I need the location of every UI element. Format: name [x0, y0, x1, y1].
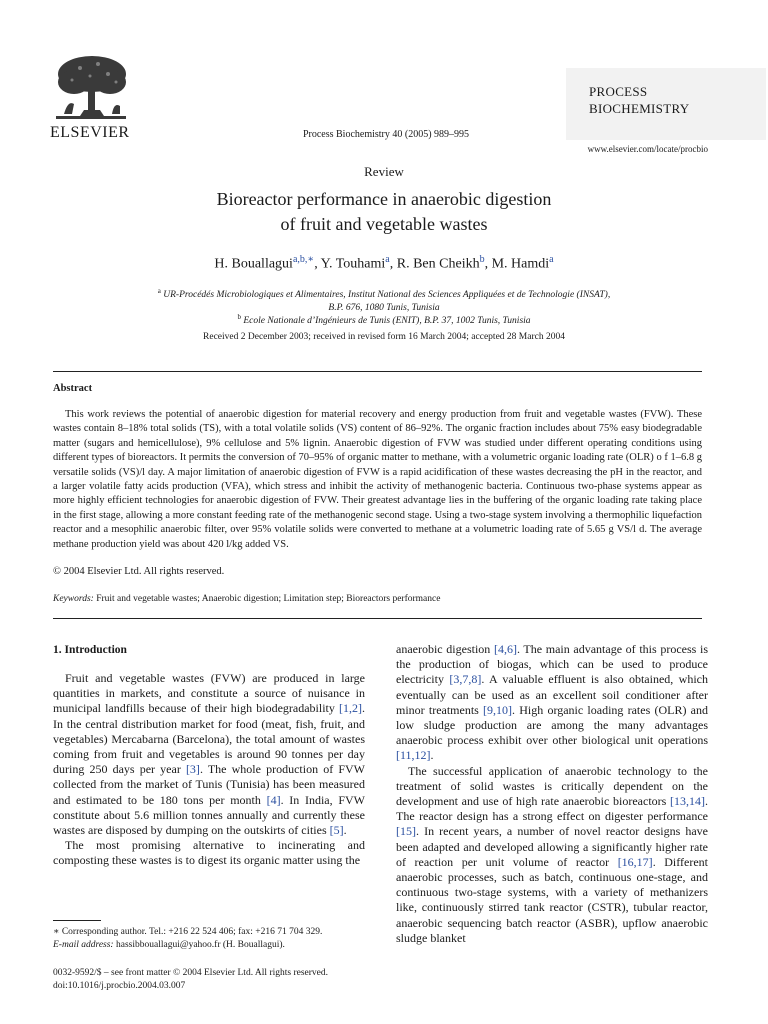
abstract-copyright: © 2004 Elsevier Ltd. All rights reserved.: [53, 566, 225, 577]
keywords-label: Keywords:: [53, 594, 94, 604]
journal-citation: Process Biochemistry 40 (2005) 989–995: [302, 129, 470, 140]
citation-link[interactable]: [4,6]: [493, 642, 517, 656]
left-column-text: [53, 671, 365, 869]
citation-link[interactable]: [4]: [266, 792, 281, 807]
body-paragraph: [396, 764, 708, 946]
body-text: . In the central distribution market for food (meat, fish, fruit, and vegetables) Mercabarna (Barcelona), the total amount of wastes coming from fruit and vegetables is around 90 tonnes per day during 250 days per year: [53, 701, 365, 777]
body-text: . The main advantage of this process is the production of biogas, which can be used to produce electricity: [396, 642, 708, 687]
body-text: . In India, FVW constitute about 5.6 million tonnes annually and currently these wastes are disposed by dumping on the outskirts of cities: [53, 792, 365, 838]
citation-link[interactable]: [5]: [329, 823, 344, 838]
article-type: Review: [364, 164, 404, 179]
keywords: [53, 594, 702, 604]
citation-link[interactable]: [15]: [396, 824, 416, 839]
journal-name: [589, 83, 689, 117]
footnote-divider: [53, 920, 101, 921]
affiliation-mark: b: [237, 313, 241, 321]
article-title-line2: of fruit and vegetable wastes: [280, 214, 488, 234]
section-heading-introduction: 1. Introduction: [53, 644, 127, 656]
citation-link[interactable]: [3,7,8]: [449, 672, 482, 687]
citation-link[interactable]: [9,10]: [483, 702, 513, 717]
journal-name-line1: PROCESS: [589, 84, 648, 99]
issn-line: 0032-9592/$ – see front matter © 2004 Elsevier Ltd. All rights reserved.: [53, 968, 329, 978]
article-title: [0, 187, 768, 237]
body-text: . High organic loading rates (OLR) and low sludge production are among the many advantages anaerobic process exhibit over other biological unit operations: [396, 702, 708, 748]
body-text: The successful application of anaerobic technology to the treatment of solid wastes is critically dependent on the development and use of high rate anaerobic bioreactors: [396, 763, 708, 809]
body-text: .: [343, 823, 347, 838]
affiliation-b: [0, 311, 768, 328]
author-name[interactable]: Y. Touhami: [320, 256, 386, 272]
author-name[interactable]: H. Bouallagui: [214, 256, 293, 272]
elsevier-tree-logo: [50, 52, 132, 126]
body-text: . In recent years, a number of novel reactor designs have been adapted and developed allowing a significantly higher rate of reaction per unit volume of reactor: [396, 824, 708, 869]
abstract-heading: Abstract: [53, 383, 93, 394]
affiliation-a-line2: B.P. 676, 1080 Tunis, Tunisia: [328, 303, 440, 314]
right-column-text: [396, 642, 708, 946]
keywords-list: Fruit and vegetable wastes; Anaerobic digestion; Limitation step; Bioreactors performance: [96, 594, 441, 604]
citation-link[interactable]: [13,14]: [670, 794, 705, 809]
body-paragraph: [53, 838, 365, 868]
body-text: anaerobic digestion: [396, 642, 494, 656]
citation-link[interactable]: [16,17]: [617, 854, 653, 869]
corresponding-author-text: Corresponding author. Tel.: +216 22 524 406; fax: +216 71 704 329.: [59, 927, 323, 937]
body-text: . Different anaerobic processes, such as batch, continuous one-stage, and continuous two-stage systems, with a variety of methanizers like, continuously stirred tank reactor (CSTR), tubular reactor, anaerobic sequencing batch reactor (ASBR), upflow anaerobic sludge blanket: [396, 854, 708, 945]
corresponding-author-footnote: [53, 926, 373, 952]
journal-name-line2: BIOCHEMISTRY: [589, 101, 690, 116]
publisher-name: ELSEVIER: [50, 124, 130, 141]
body-text: . The reactor design has a strong effect on digester performance: [396, 794, 708, 824]
body-paragraph: [53, 671, 365, 838]
journal-url-link[interactable]: www.elsevier.com/locate/procbio: [587, 144, 708, 154]
citation-link[interactable]: [1,2]: [339, 701, 362, 716]
author-name[interactable]: R. Ben Cheikh: [396, 256, 480, 272]
citation-link[interactable]: [11,12]: [396, 748, 431, 763]
body-text: . The whole production of FVW collected from the market of Tunis (Tunisia) has been measured and estimated to be 180 tons per month: [53, 762, 365, 807]
body-text: The most promising alternative to incinerating and composting these wastes is to digest its organic matter using the: [53, 838, 365, 868]
body-text: . A valuable effluent is also obtained, which eventually can be used as an excellent soil conditioner after minor treatments: [396, 672, 708, 717]
article-history-dates: Received 2 December 2003; received in revised form 16 March 2004; accepted 28 March 2004: [203, 332, 565, 342]
author-affiliation-marks[interactable]: a,b,∗: [292, 254, 315, 265]
author-list: [0, 254, 768, 273]
author-affiliation-marks[interactable]: b: [479, 254, 485, 265]
author-separator: ,: [484, 256, 492, 272]
author-affiliation-marks[interactable]: a: [385, 254, 390, 265]
body-paragraph: [396, 642, 708, 764]
abstract-body: This work reviews the potential of anaerobic digestion for material recovery and energy production from fruit and vegetable wastes (FVW). These wastes contain 8–18% total solids (TS), with a total volatile solids (VS) content of 86–92%. The organic fraction includes about 75% easy biodegradable matter (sugars and hemicellulose), 9% cellulose and 5% lignin. Anaerobic digestion of FVW was studied under different operating conditions using different types of bioreactors. It permits the conversion of 70–95% of organic matter to methane, with a volumetric organic loading rate (OLR) o f 1–6.8 g versatile solids (VS)/l day. A major limitation of anaerobic digestion of FVW is a rapid acidification of these wastes decreasing the pH in the reactor, and a larger volatile fatty acids production (VFA), which stress and inhibit the activity of methanogenic bacteria. Continuous two-phase systems appear as more highly efficient technologies for anaerobic digestion of FVW. Their greatest advantage lies in the buffering of the organic loading rate taking place in the first stage, allowing a more constant feeding rate of the methanogenic second stage. Using a two-stage system involving a thermophilic liquefaction reactor and a mesophilic anaerobic filter, over 95% volatile solids were converted to methane at a volumetric loading rate of 5.65 g VS/l d. The average methane production yield was about 420 l/kg added VS.: [53, 409, 702, 550]
author-separator: ,: [389, 256, 397, 272]
article-title-line1: Bioreactor performance in anaerobic digestion: [216, 189, 552, 209]
author-name[interactable]: M. Hamdi: [491, 256, 550, 272]
footnote-mark: ∗: [53, 927, 60, 937]
abstract-divider: [53, 618, 702, 619]
citation-link[interactable]: [3]: [185, 762, 200, 777]
affiliation-b-line1: Ecole Nationale d’Ingénieurs de Tunis (ENIT), B.P. 37, 1002 Tunis, Tunisia: [243, 316, 531, 327]
email-label: E-mail address:: [53, 940, 114, 950]
email-address[interactable]: hassibbouallagui@yahoo.fr (H. Bouallagui).: [113, 940, 285, 950]
affiliation-a-line1: UR-Procédés Microbiologiques et Alimentaires, Institut National des Sciences Appliquées et de Technologie (INSAT),: [163, 290, 611, 301]
body-text: Fruit and vegetable wastes (FVW) are produced in large quantities in markets, and constitute a source of nuisance in municipal landfills because of their high biodegradability: [53, 671, 365, 716]
author-affiliation-marks[interactable]: a: [549, 254, 554, 265]
header-divider: [53, 371, 702, 372]
author-separator: ,: [314, 256, 321, 272]
affiliation-mark: a: [157, 287, 161, 295]
doi-link[interactable]: doi:10.1016/j.procbio.2004.03.007: [53, 981, 186, 991]
body-text: .: [430, 748, 434, 763]
